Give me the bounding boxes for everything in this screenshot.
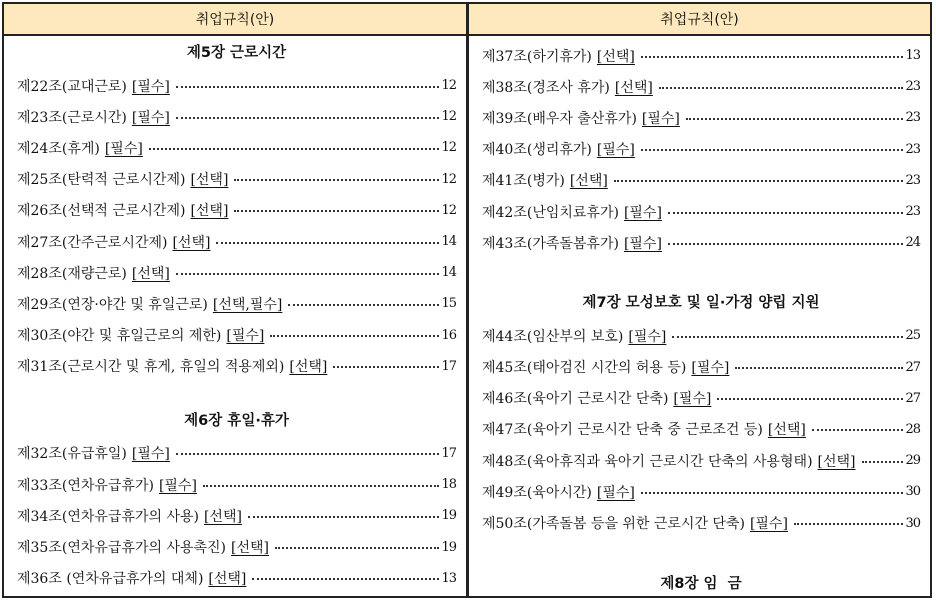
requirement-tag: [선택,필수]	[212, 296, 283, 313]
page-number: 16	[441, 327, 456, 343]
page-number: 27	[905, 390, 920, 406]
page-number: 17	[441, 358, 456, 374]
toc-entry[interactable]	[482, 40, 920, 71]
requirement-tag: [선택]	[172, 234, 211, 251]
dot-leader	[275, 547, 439, 549]
toc-entry[interactable]	[482, 165, 920, 196]
toc-entry[interactable]	[17, 531, 456, 562]
toc-entry-title: 제35조(연차유급휴가의 사용촉진)	[17, 540, 226, 557]
toc-entry[interactable]	[17, 469, 456, 500]
requirement-tag: [필수]	[158, 477, 197, 494]
toc-entry[interactable]	[482, 352, 920, 383]
column-header: 취업규칙(안)	[4, 4, 466, 36]
toc-entry[interactable]	[482, 196, 920, 227]
toc-entry[interactable]	[482, 227, 920, 258]
toc-entry-title: 제43조(가족돌봄휴가)	[482, 235, 619, 252]
requirement-tag: [필수]	[691, 360, 730, 377]
dot-leader	[176, 453, 440, 455]
toc-left-column	[4, 4, 468, 596]
toc-entry-title: 제34조(연차유급휴가의 사용)	[17, 508, 199, 525]
toc-entry-title: 제48조(육아휴직과 육아기 근로시간 단축의 사용형태)	[482, 453, 813, 470]
page-number: 23	[905, 110, 920, 126]
toc-entry[interactable]	[17, 288, 456, 319]
toc-entry[interactable]	[482, 476, 920, 507]
page-number: 23	[905, 204, 920, 220]
page-number: 29	[905, 453, 920, 469]
toc-entry-title: 제30조(야간 및 휴일근로의 제한)	[17, 328, 222, 345]
dot-leader	[672, 336, 903, 338]
page-number: 13	[905, 48, 920, 64]
toc-entry-title: 제44조(임산부의 보호)	[482, 328, 624, 345]
dot-leader	[176, 117, 440, 119]
requirement-tag: [선택]	[289, 359, 328, 376]
page-number: 23	[905, 141, 920, 157]
toc-entry-title: 제28조(재량근로)	[17, 265, 127, 282]
page-number: 27	[905, 359, 920, 375]
toc-entry[interactable]	[17, 351, 456, 382]
page-number: 17	[441, 445, 456, 461]
requirement-tag: [선택]	[569, 173, 608, 190]
dot-leader	[234, 210, 439, 212]
dot-leader	[176, 273, 440, 275]
toc-entry[interactable]	[17, 195, 456, 226]
toc-entry[interactable]	[17, 257, 456, 288]
toc-entry-title: 제22조(교대근로)	[17, 78, 127, 95]
requirement-tag: [선택]	[614, 79, 653, 96]
page-number: 12	[441, 202, 456, 218]
dot-leader	[270, 335, 439, 337]
requirement-tag: [필수]	[641, 110, 680, 127]
page-number: 25	[905, 328, 920, 344]
toc-entry[interactable]	[17, 226, 456, 257]
dot-leader	[794, 523, 904, 525]
dot-leader	[641, 56, 904, 58]
dot-leader	[862, 461, 904, 463]
requirement-tag: [필수]	[628, 328, 667, 345]
dot-leader	[641, 149, 904, 151]
page-number: 13	[441, 570, 456, 586]
toc-frame	[2, 2, 932, 598]
dot-leader	[216, 242, 439, 244]
requirement-tag: [선택]	[208, 571, 247, 588]
toc-entry-title: 제47조(육아기 근로시간 단축 중 근로조건 등)	[482, 422, 763, 439]
page-number: 30	[905, 484, 920, 500]
requirement-tag: [선택]	[767, 422, 806, 439]
toc-entry[interactable]	[482, 71, 920, 102]
chapter-heading: 제7장 모성보호 및 일·가정 양립 지원	[582, 295, 820, 312]
toc-entry-title: 제42조(난임치료휴가)	[482, 204, 619, 221]
dot-leader	[333, 366, 439, 368]
requirement-tag: [필수]	[673, 391, 712, 408]
toc-entry-title: 제37조(하기휴가)	[482, 48, 592, 65]
toc-entry-title: 제24조(휴게)	[17, 140, 100, 157]
toc-entry-title: 제26조(선택적 근로시간제)	[17, 203, 186, 220]
toc-entry-title: 제45조(태아검진 시간의 허용 등)	[482, 360, 687, 377]
chapter-heading: 제6장 휴일·휴가	[184, 412, 289, 429]
toc-entry[interactable]	[17, 438, 456, 469]
column-header: 취업규칙(안)	[469, 4, 930, 36]
page-number: 12	[441, 109, 456, 125]
dot-leader	[203, 485, 440, 487]
toc-entry-title: 제29조(연장·야간 및 휴일근로)	[17, 296, 208, 313]
toc-entry[interactable]	[17, 132, 456, 163]
requirement-tag: [선택]	[817, 453, 856, 470]
chapter-heading: 제8장 임 금	[660, 575, 742, 592]
requirement-tag: [선택]	[190, 203, 229, 220]
toc-entry[interactable]	[482, 102, 920, 133]
page-number: 12	[441, 140, 456, 156]
requirement-tag: [선택]	[203, 508, 242, 525]
dot-leader	[735, 367, 903, 369]
dot-leader	[717, 398, 903, 400]
toc-entry-title: 제39조(배우자 출산휴가)	[482, 110, 637, 127]
toc-entry[interactable]	[17, 70, 456, 101]
toc-entry[interactable]	[482, 507, 920, 538]
toc-entry[interactable]	[482, 445, 920, 476]
dot-leader	[176, 86, 440, 88]
dot-leader	[686, 118, 904, 120]
page-number: 23	[905, 172, 920, 188]
dot-leader	[248, 516, 440, 518]
toc-entry[interactable]	[482, 134, 920, 165]
toc-entry-title: 제49조(육아시간)	[482, 484, 592, 501]
requirement-tag: [선택]	[231, 540, 269, 557]
dot-leader	[252, 578, 439, 580]
toc-entry[interactable]	[17, 500, 456, 531]
dot-leader	[641, 492, 904, 494]
toc-entry[interactable]	[482, 320, 920, 351]
toc-entry[interactable]	[17, 320, 456, 351]
page-number: 28	[905, 421, 920, 437]
toc-entry-title: 제46조(육아기 근로시간 단축)	[482, 391, 669, 408]
dot-leader	[668, 243, 904, 245]
dot-leader	[288, 304, 439, 306]
dot-leader	[149, 148, 440, 150]
toc-entry[interactable]	[17, 101, 456, 132]
page-number: 18	[441, 477, 456, 493]
toc-entry[interactable]	[17, 164, 456, 195]
toc-entry-title: 제32조(유급휴일)	[17, 446, 127, 463]
page-number: 14	[441, 234, 456, 250]
requirement-tag: [선택]	[131, 265, 170, 282]
toc-entry-title: 제38조(경조사 휴가)	[482, 79, 610, 96]
page-number: 15	[441, 296, 456, 312]
requirement-tag: [필수]	[226, 328, 265, 345]
page-number: 12	[441, 171, 456, 187]
requirement-tag: [필수]	[596, 484, 635, 501]
toc-right-column	[468, 4, 930, 596]
requirement-tag: [필수]	[131, 109, 170, 126]
requirement-tag: [필수]	[623, 235, 662, 252]
page-number: 12	[441, 78, 456, 94]
toc-entry-title: 제50조(가족돌봄 등을 위한 근로시간 단축)	[482, 516, 745, 533]
page-number: 19	[441, 508, 456, 524]
dot-leader	[234, 179, 439, 181]
dot-leader	[614, 180, 904, 182]
dot-leader	[659, 87, 904, 89]
requirement-tag: [필수]	[623, 204, 662, 221]
requirement-tag: [필수]	[131, 446, 170, 463]
requirement-tag: [필수]	[104, 140, 143, 157]
requirement-tag: [필수]	[749, 516, 788, 533]
dot-leader	[668, 212, 904, 214]
page-number: 14	[441, 265, 456, 281]
requirement-tag: [선택]	[596, 48, 635, 65]
chapter-heading: 제5장 근로시간	[186, 45, 287, 61]
toc-entry-title: 제41조(병가)	[482, 173, 565, 190]
page-number: 30	[905, 515, 920, 531]
toc-entry-title: 제25조(탄력적 근로시간제)	[17, 172, 186, 189]
requirement-tag: [필수]	[596, 142, 635, 159]
requirement-tag: [선택]	[190, 172, 229, 189]
toc-entry-title: 제33조(연차유급휴가)	[17, 477, 154, 494]
toc-entry[interactable]	[17, 563, 456, 594]
toc-entry[interactable]	[482, 383, 920, 414]
toc-entry[interactable]	[482, 414, 920, 445]
page-number: 23	[905, 79, 920, 95]
toc-entry-title: 제40조(생리휴가)	[482, 142, 592, 159]
requirement-tag: [필수]	[131, 78, 170, 95]
toc-entry-title: 제23조(근로시간)	[17, 109, 127, 126]
toc-entry-title: 제36조 (연차유급휴가의 대체)	[17, 571, 204, 588]
page-number: 19	[441, 539, 456, 555]
toc-entry-title: 제31조(근로시간 및 휴게, 휴일의 적용제외)	[17, 359, 285, 376]
toc-entry-title: 제27조(간주근로시간제)	[17, 234, 168, 251]
page-number: 24	[905, 235, 920, 251]
dot-leader	[812, 429, 904, 431]
